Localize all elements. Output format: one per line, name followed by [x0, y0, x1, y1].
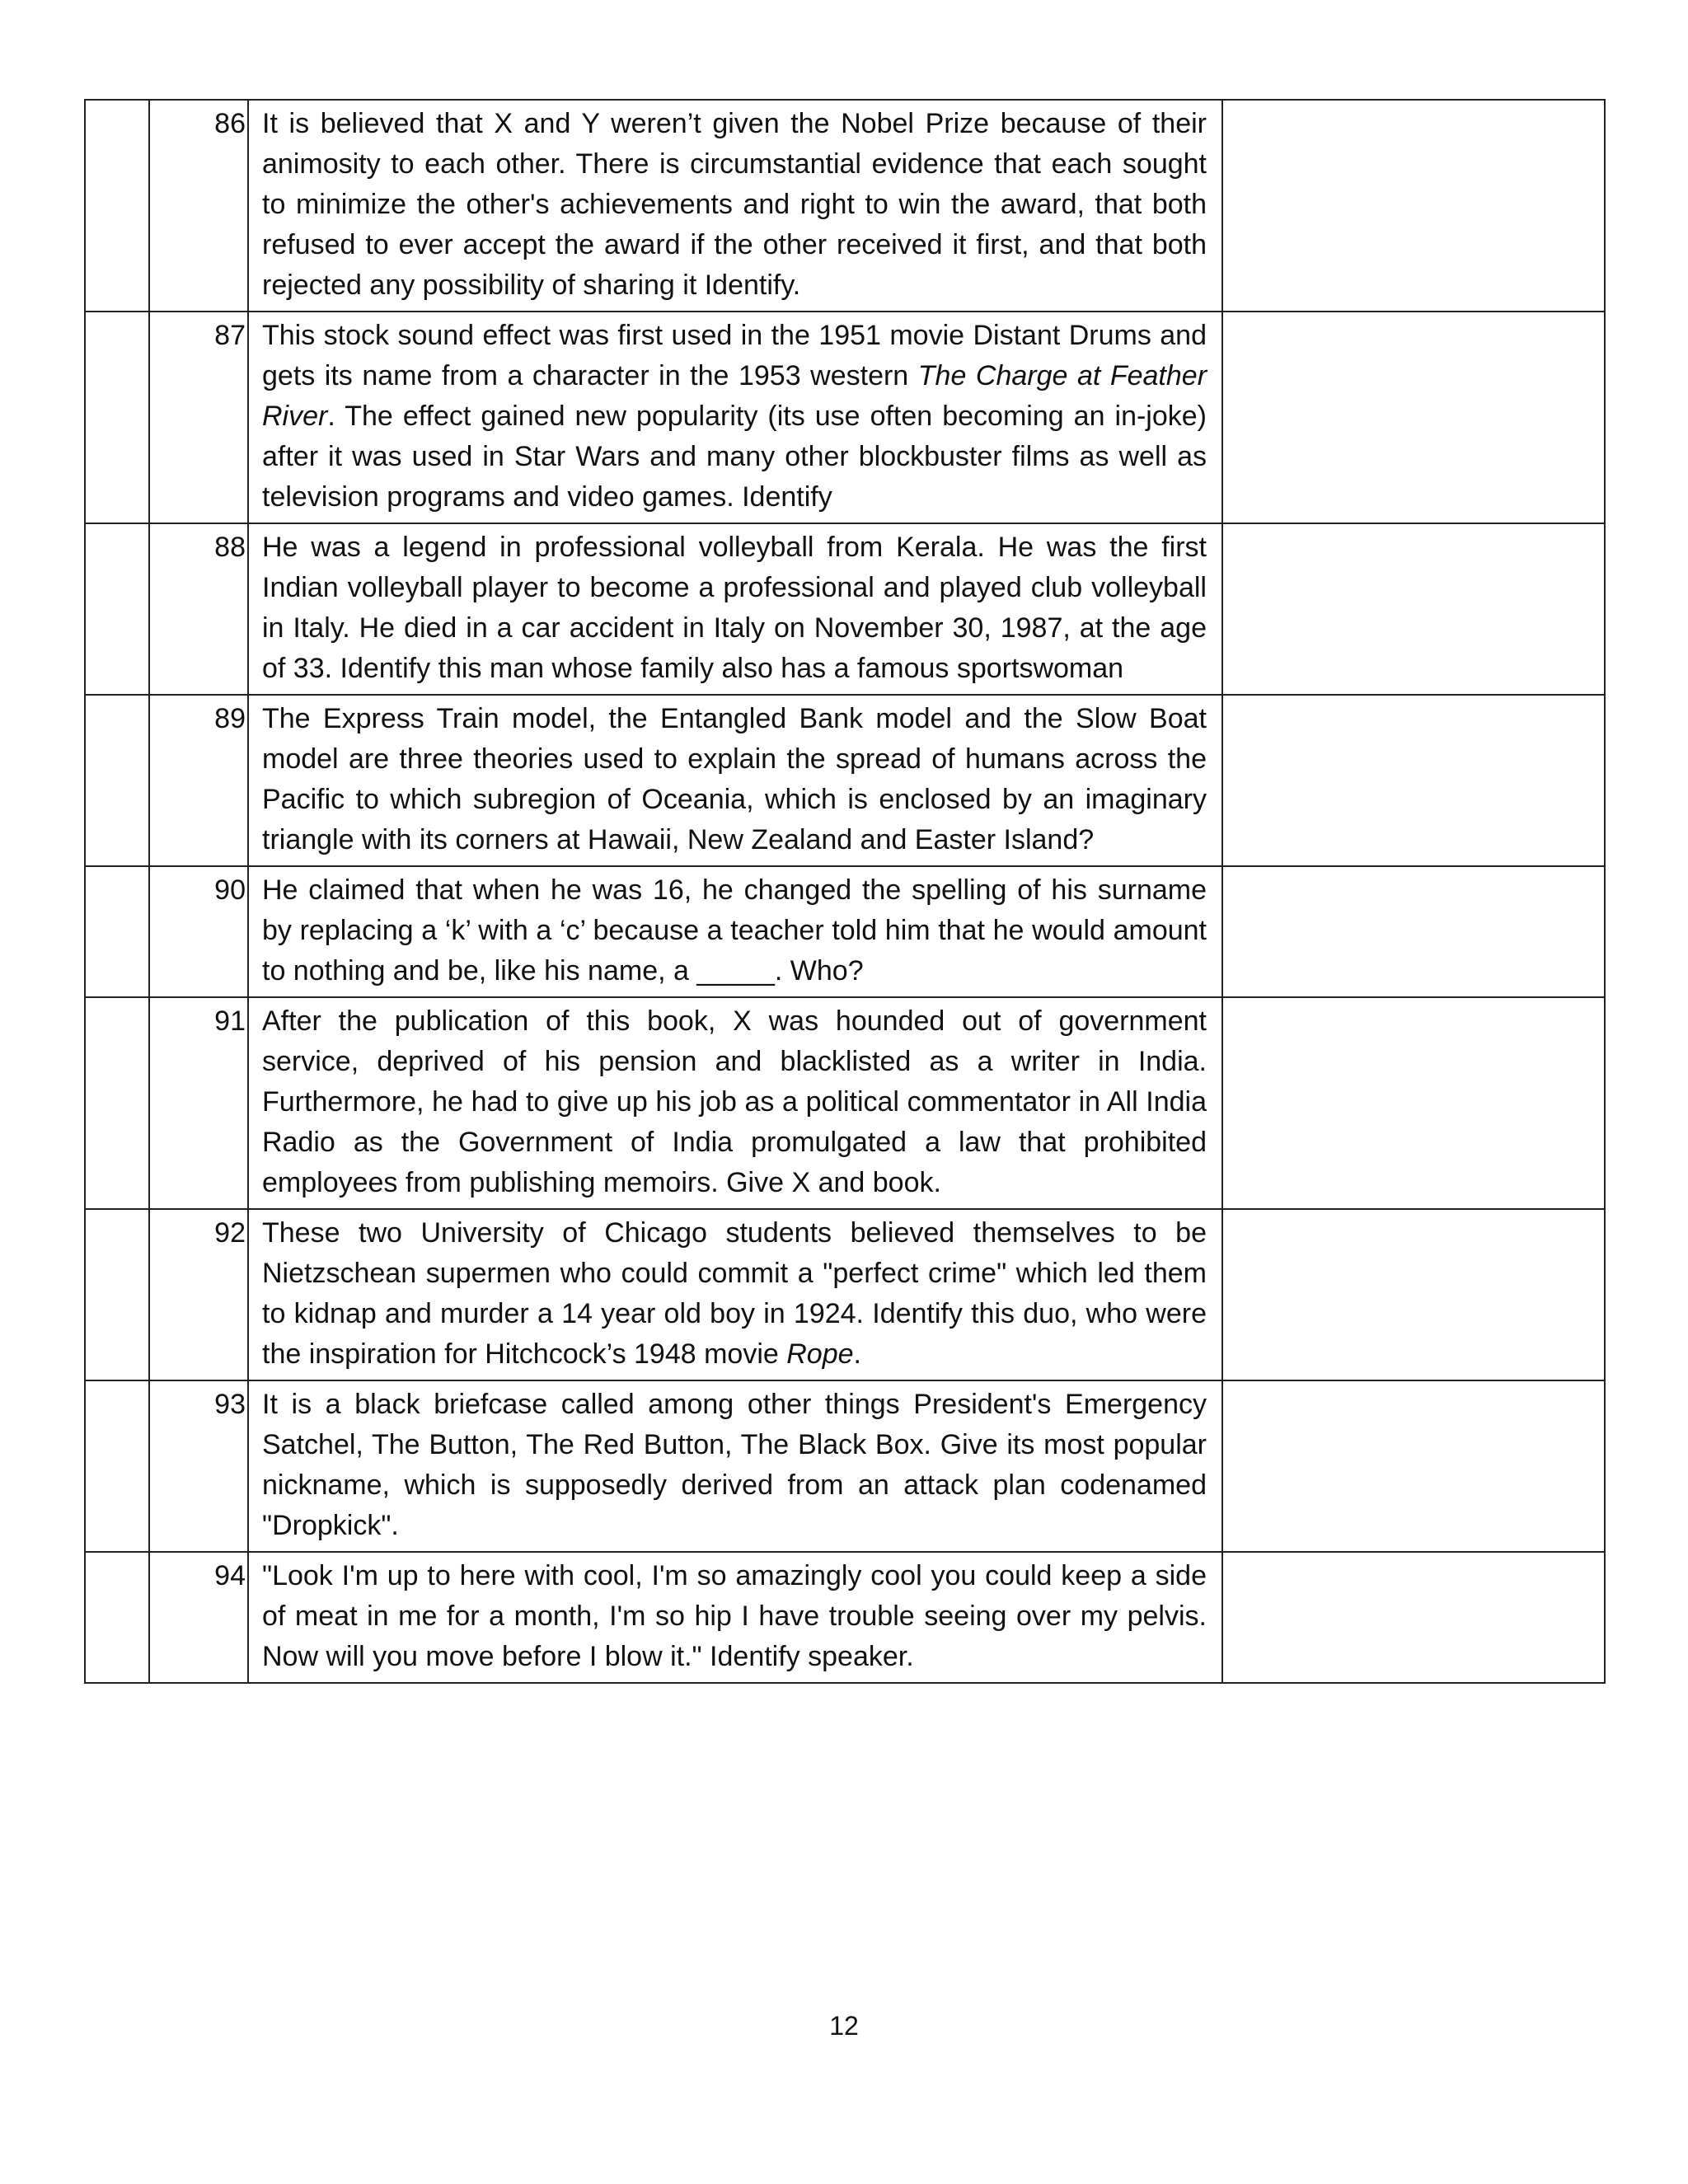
question-row: [85, 1380, 1605, 1552]
question-row: [85, 866, 1605, 997]
question-paragraph: [262, 1001, 1207, 1203]
question-text-run: The Express Train model, the Entangled Bank model and the Slow Boat model are three theories used to explain the spread of humans across the Pacific to which subregion of Oceania, which is enclosed by an imaginary triangle with its corners at Hawaii, New Zealand and Easter Island?: [262, 703, 1207, 855]
answer-cell[interactable]: [1222, 523, 1605, 695]
question-text: [248, 1209, 1222, 1380]
answer-cell[interactable]: [1222, 695, 1605, 866]
question-text: [248, 1552, 1222, 1683]
answer-cell[interactable]: [1222, 866, 1605, 997]
question-row: [85, 695, 1605, 866]
question-number: 88: [149, 523, 248, 695]
answer-cell[interactable]: [1222, 997, 1605, 1209]
question-paragraph: [262, 316, 1207, 518]
answer-cell[interactable]: [1222, 100, 1605, 312]
blank-cell: [85, 523, 149, 695]
question-text-run: "Look I'm up to here with cool, I'm so amazingly cool you could keep a side of meat in me for a month, I'm so hip I have trouble seeing over my pelvis. Now will you move before I blow it." Identify speaker.: [262, 1560, 1207, 1672]
question-text-run: It is believed that X and Y weren’t given the Nobel Prize because of their animosity to each other. There is circumstantial evidence that each sought to minimize the other's achievements and right to win the award, that both refused to ever accept the award if the other received it first, and that both rejected any possibility of sharing it Identify.: [262, 108, 1207, 301]
blank-cell: [85, 997, 149, 1209]
question-text-run: It is a black briefcase called among other things President's Emergency Satchel, The Button, The Red Button, The Black Box. Give its most popular nickname, which is supposedly derived from an attack plan codenamed "Dropkick".: [262, 1389, 1207, 1541]
question-row: [85, 523, 1605, 695]
question-paragraph: [262, 104, 1207, 306]
question-text-run: After the publication of this book, X was hounded out of government service, deprived of his pension and blacklisted as a writer in India. Furthermore, he had to give up his job as a political commentator in All India Radio as the Government of India promulgated a law that prohibited employees from publishing memoirs. Give X and book.: [262, 1005, 1207, 1198]
question-text: [248, 866, 1222, 997]
quiz-table-body: [85, 100, 1605, 1683]
question-number: 90: [149, 866, 248, 997]
question-paragraph: [262, 699, 1207, 860]
question-row: [85, 1552, 1605, 1683]
question-text-run: These two University of Chicago students believed themselves to be Nietzschean supermen who could commit a "perfect crime" which led them to kidnap and murder a 14 year old boy in 1924. Identify this duo, who were the inspiration for Hitchcock’s 1948 movie: [262, 1217, 1207, 1370]
question-number: 94: [149, 1552, 248, 1683]
blank-cell: [85, 866, 149, 997]
question-text-run: This stock sound effect was first used in the 1951 movie Distant Drums and gets its name from a character in the 1953 western: [262, 320, 1207, 391]
question-number: 87: [149, 312, 248, 523]
question-paragraph: [262, 1556, 1207, 1677]
question-text: [248, 312, 1222, 523]
answer-cell[interactable]: [1222, 1552, 1605, 1683]
question-text: [248, 1380, 1222, 1552]
question-number: 93: [149, 1380, 248, 1552]
blank-cell: [85, 100, 149, 312]
blank-cell: [85, 1209, 149, 1380]
question-row: [85, 312, 1605, 523]
italic-title: Rope: [786, 1338, 854, 1370]
question-text-run: He claimed that when he was 16, he changed the spelling of his surname by replacing a ‘k’ with a ‘c’ because a teacher told him that he would amount to nothing and be, like his name, a _____. Who?: [262, 874, 1207, 987]
question-text-run: .: [853, 1338, 861, 1370]
quiz-table: [84, 99, 1606, 1684]
question-row: [85, 997, 1605, 1209]
answer-cell[interactable]: [1222, 1209, 1605, 1380]
page-number: 12: [829, 2011, 859, 2041]
blank-cell: [85, 312, 149, 523]
answer-cell[interactable]: [1222, 1380, 1605, 1552]
question-text-run: He was a legend in professional volleyball from Kerala. He was the first Indian volleyball player to become a professional and played club volleyball in Italy. He died in a car accident in Italy on November 30, 1987, at the age of 33. Identify this man whose family also has a famous sportswoman: [262, 532, 1207, 684]
question-paragraph: [262, 527, 1207, 689]
question-text-run: . The effect gained new popularity (its use often becoming an in-joke) after it was used in Star Wars and many other blockbuster films as well as television programs and video games. Identify: [262, 401, 1207, 513]
question-text: [248, 100, 1222, 312]
question-row: [85, 100, 1605, 312]
answer-cell[interactable]: [1222, 312, 1605, 523]
question-text: [248, 695, 1222, 866]
blank-cell: [85, 1552, 149, 1683]
question-number: 92: [149, 1209, 248, 1380]
blank-cell: [85, 1380, 149, 1552]
blank-cell: [85, 695, 149, 866]
italic-title: The Charge at Feather River: [262, 360, 1207, 432]
question-text: [248, 997, 1222, 1209]
question-row: [85, 1209, 1605, 1380]
question-paragraph: [262, 1385, 1207, 1546]
question-number: 89: [149, 695, 248, 866]
question-number: 91: [149, 997, 248, 1209]
question-paragraph: [262, 870, 1207, 991]
question-number: 86: [149, 100, 248, 312]
question-paragraph: [262, 1213, 1207, 1375]
question-text: [248, 523, 1222, 695]
